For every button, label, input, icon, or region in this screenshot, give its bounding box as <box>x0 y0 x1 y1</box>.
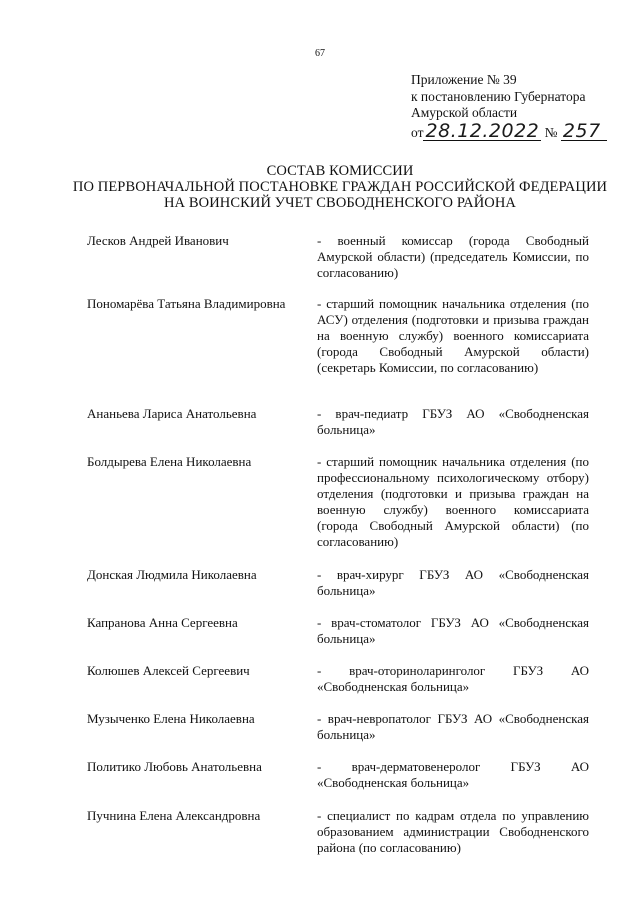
member-role: - специалист по кадрам отдела по управлению образованием администрации Свободненского района (по согласованию) <box>317 808 589 855</box>
member-role: - старший помощник начальника отделения (по профессиональному психологическому отбору) отделения (подготовки и призыва граждан на военную службу) военного комиссариата (города Свободный Амурской области) (по согласованию) <box>317 454 589 549</box>
member-name: Пономарёва Татьяна Владимировна <box>87 296 286 311</box>
member-role: - военный комиссар (города Свободный Амурской области) (председатель Комиссии, по согласованию) <box>317 233 589 280</box>
handwritten-number: 257 <box>561 122 607 141</box>
member-role: - врач-педиатр ГБУЗ АО «Свободненская больница» <box>317 406 589 437</box>
member-name: Донская Людмила Николаевна <box>87 567 257 582</box>
number-prefix: № <box>544 124 558 140</box>
member-role: - врач-дерматовенеролог ГБУЗ АО «Свободненская больница» <box>317 759 589 790</box>
page-number: 67 <box>315 48 325 59</box>
member-role: - врач-хирург ГБУЗ АО «Свободненская больница» <box>317 567 589 598</box>
member-name: Болдырева Елена Николаевна <box>87 454 252 469</box>
document-title <box>60 163 620 211</box>
title-line-1: СОСТАВ КОМИССИИ <box>266 163 414 179</box>
appendix-line-3: Амурской области <box>411 105 518 120</box>
appendix-date-line <box>411 119 626 146</box>
handwritten-date: 28.12.2022 <box>425 119 540 142</box>
member-role: - врач-стоматолог ГБУЗ АО «Свободненская больница» <box>317 615 589 646</box>
member-name: Капранова Анна Сергеевна <box>87 615 238 630</box>
member-name: Колюшев Алексей Сергеевич <box>87 663 250 678</box>
member-name: Ананьева Лариса Анатольевна <box>87 406 257 421</box>
member-name: Политико Любовь Анатольевна <box>87 759 262 774</box>
date-prefix: от <box>411 124 424 140</box>
appendix-line-2: к постановлению Губернатора <box>411 88 586 104</box>
appendix-line-1: Приложение № 39 <box>411 72 517 87</box>
member-role: - врач-невропатолог ГБУЗ АО «Свободненская больница» <box>317 711 589 742</box>
title-line-3: НА ВОИНСКИЙ УЧЕТ СВОБОДНЕНСКОГО РАЙОНА <box>163 195 516 211</box>
member-name: Пучнина Елена Александровна <box>87 808 261 823</box>
member-name: Музыченко Елена Николаевна <box>87 711 255 726</box>
member-role: - врач-оториноларинголог ГБУЗ АО «Свободненская больница» <box>317 663 589 694</box>
title-line-2: ПО ПЕРВОНАЧАЛЬНОЙ ПОСТАНОВКЕ ГРАЖДАН РОССИЙСКОЙ ФЕДЕРАЦИИ <box>72 179 608 195</box>
member-role: - старший помощник начальника отделения (по АСУ) отделения (подготовки и призыва граждан на военную службу) военного комиссариата (города Свободный Амурской области) (секретарь Комиссии, по согласованию) <box>317 296 589 375</box>
member-name: Лесков Андрей Иванович <box>87 233 229 248</box>
appendix-block <box>411 72 626 146</box>
